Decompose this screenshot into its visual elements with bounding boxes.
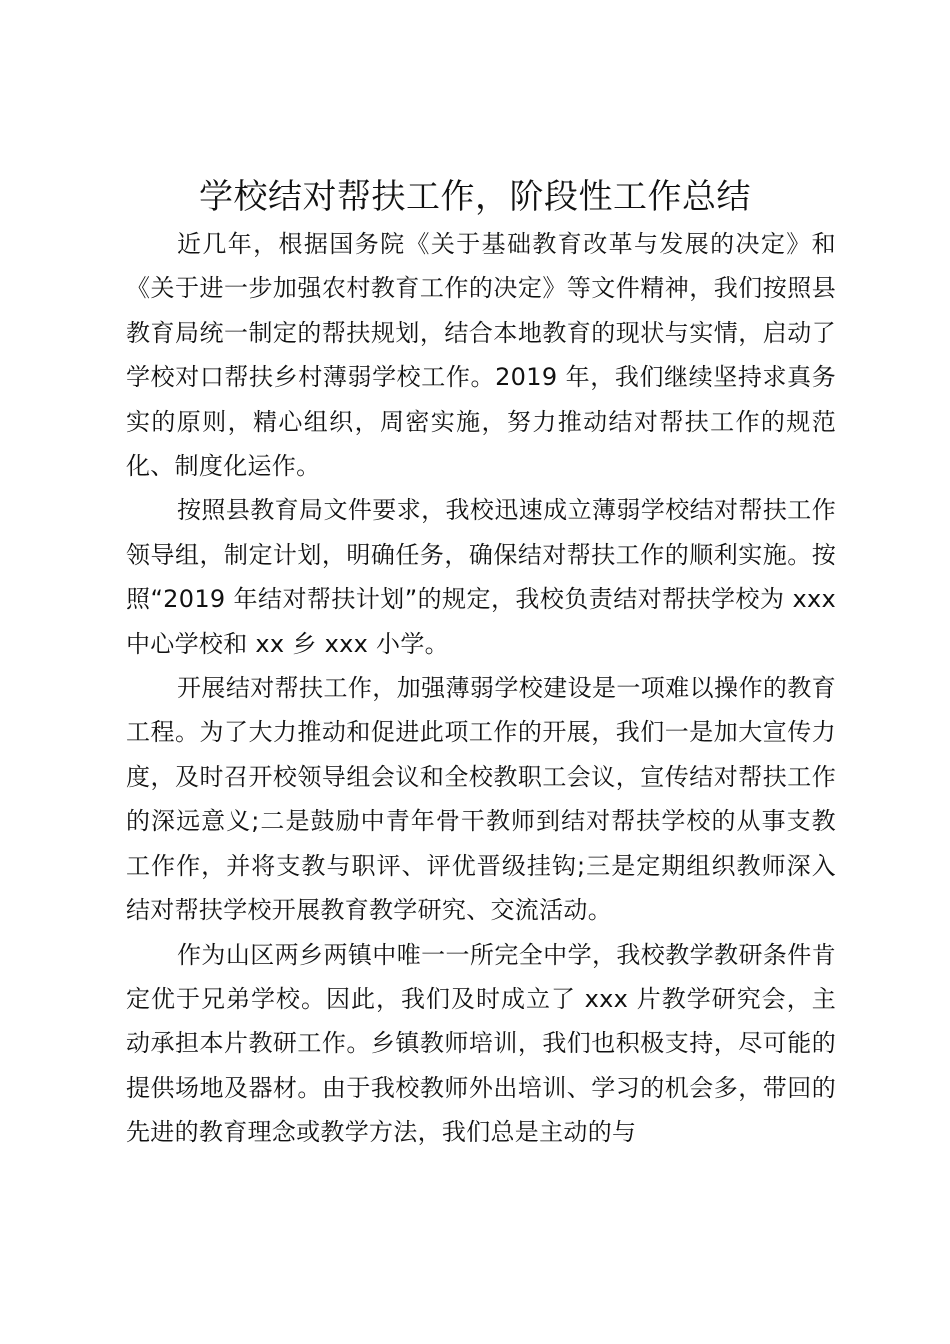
paragraph-3: 开展结对帮扶工作，加强薄弱学校建设是一项难以操作的教育工程。为了大力推动和促进此项工作的开展，我们一是加大宣传力度，及时召开校领导组会议和全校教职工会议，宣传结对帮扶工作的深远意义;二是鼓励中青年骨干教师到结对帮扶学校的从事支教工作作，并将支教与职评、评优晋级挂钩;三是定期组织教师深入结对帮扶学校开展教育教学研究、交流活动。 bbox=[126, 674, 836, 925]
paragraph-4: 作为山区两乡两镇中唯一一所完全中学，我校教学教研条件肯定优于兄弟学校。因此，我们及时成立了 xxx 片教学研究会，主动承担本片教研工作。乡镇教师培训，我们也积极支持，尽可能的提供场地及器材。由于我校教师外出培训、学习的机会多，带回的先进的教育理念或教学方法，我们总是主动的与 bbox=[126, 940, 836, 1147]
paragraph-1: 近几年，根据国务院《关于基础教育改革与发展的决定》和《关于进一步加强农村教育工作的决定》等文件精神，我们按照县教育局统一制定的帮扶规划，结合本地教育的现状与实情，启动了学校对口帮扶乡村薄弱学校工作。2019 年，我们继续坚持求真务实的原则，精心组织，周密实施，努力推动结对帮扶工作的规范化、制度化运作。 bbox=[126, 230, 836, 481]
paragraph-2: 按照县教育局文件要求，我校迅速成立薄弱学校结对帮扶工作领导组，制定计划，明确任务，确保结对帮扶工作的顺利实施。按照“2019 年结对帮扶计划”的规定，我校负责结对帮扶学校为 xxx 中心学校和 xx 乡 xxx 小学。 bbox=[126, 496, 836, 658]
document-title: 学校结对帮扶工作，阶段性工作总结 bbox=[199, 177, 751, 217]
document-body bbox=[126, 222, 836, 1155]
